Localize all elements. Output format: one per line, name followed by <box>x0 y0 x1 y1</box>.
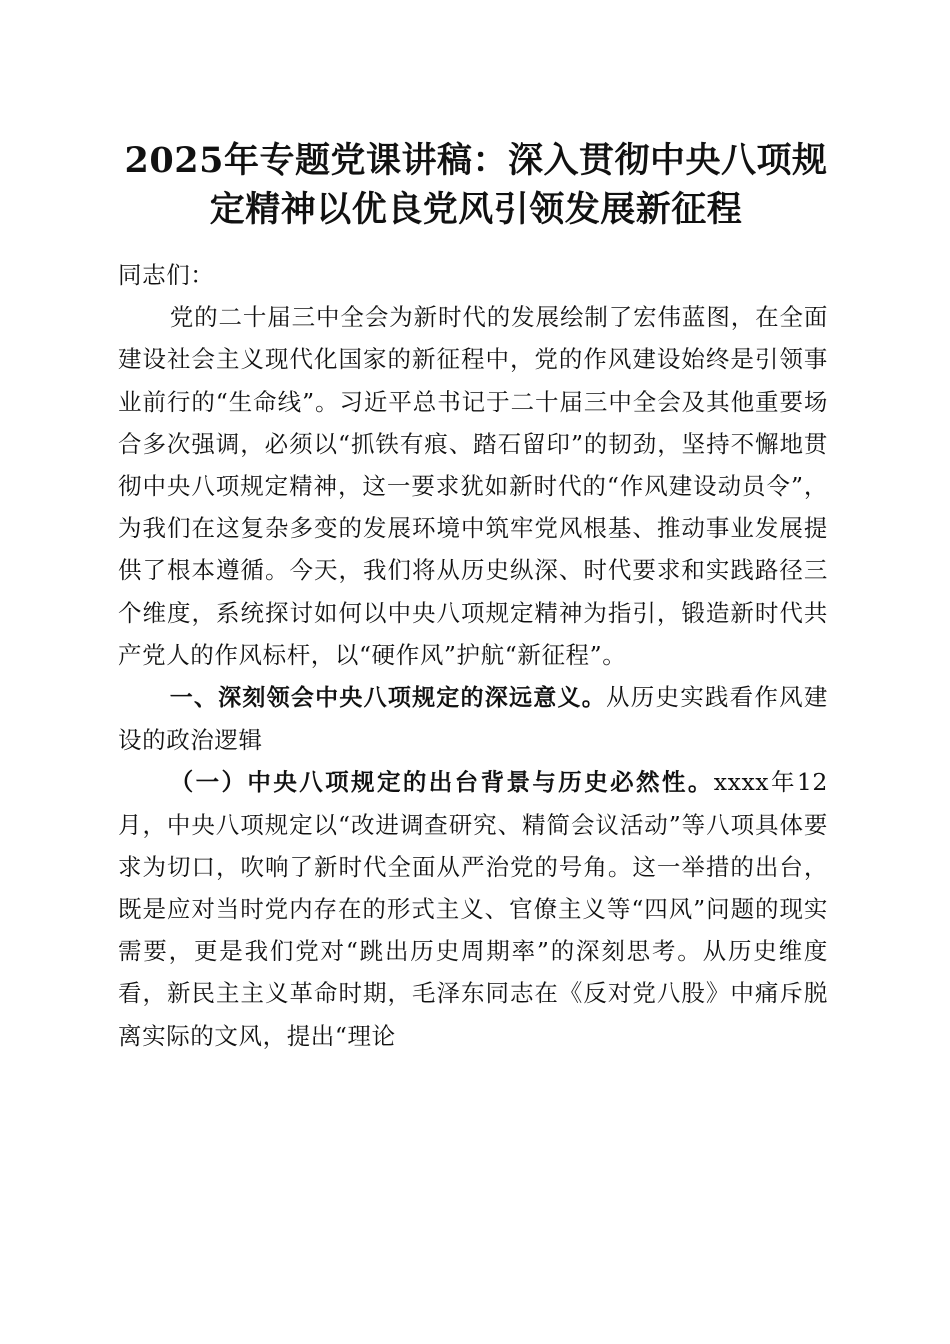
paragraph-intro: 党的二十届三中全会为新时代的发展绘制了宏伟蓝图，在全面建设社会主义现代化国家的新征程中，党的作风建设始终是引领事业前行的“生命线”。习近平总书记于二十届三中全会及其他重要场合多次强调，必须以“抓铁有痕、踏石留印”的韧劲，坚持不懈地贯彻中央八项规定精神，这一要求犹如新时代的“作风建设动员令”，为我们在这复杂多变的发展环境中筑牢党风根基、推动事业发展提供了根本遵循。今天，我们将从历史纵深、时代要求和实践路径三个维度，系统探讨如何以中央八项规定精神为指引，锻造新时代共产党人的作风标杆，以“硬作风”护航“新征程”。 <box>118 303 828 669</box>
title-line-1: 2025年专题党课讲稿：深入贯彻中央八项规 <box>124 140 828 181</box>
document-title <box>118 136 834 234</box>
section-1-subtitle: 从历史实践看作风建设的政治逻辑 <box>118 683 828 755</box>
section-1-heading: 一、深刻领会中央八项规定的深远意义。 <box>169 685 606 712</box>
subsection-1 <box>118 761 828 1056</box>
subsection-1-text: xxxx年12月，中央八项规定以“改进调查研究、精简会议活动”等八项具体要求为切口，吹响了新时代全面从严治党的号角。这一举措的出台，既是应对当时党内存在的形式主义、官僚主义等“四风”问题的现实需要，更是我们党对“跳出历史周期率”的深刻思考。从历史维度看，新民主主义革命时期，毛泽东同志在《反对党八股》中痛斥脱离实际的文风，提出“理论 <box>118 768 828 1050</box>
section-1 <box>118 676 828 761</box>
title-line-2: 定精神以优良党风引领发展新征程 <box>209 189 743 230</box>
subsection-1-heading: （一）中央八项规定的出台背景与历史必然性。 <box>169 768 714 797</box>
document-body <box>118 254 828 1057</box>
salutation: 同志们： <box>118 261 215 289</box>
